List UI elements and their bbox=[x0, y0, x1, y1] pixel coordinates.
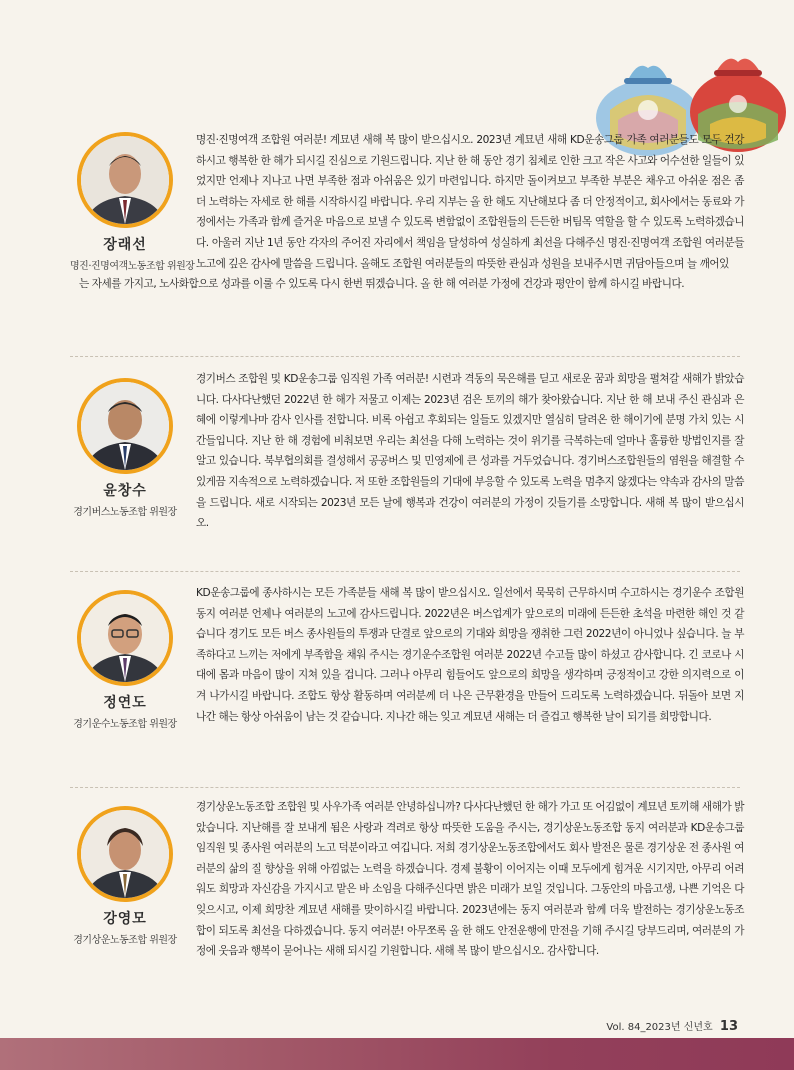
person-role: 경기운수노동조합 위원장 bbox=[73, 719, 177, 730]
message-paragraph: 명진·진명여객 조합원 여러분! 계묘년 새해 복 많이 받으십시오. 2023년 계묘년 새해 KD운송그룹 가족 여러분들도 모두 건강하시고 행복한 한 해가 되시길 진심으로 기원드립니다. 지난 한 해 동안 경기 침체로 인한 크고 작은 사고와 어수선한 일들이 있었지만 언제나 지나고 나면 부족한 점과 아쉬움은 있기 마련입니다. 하지만 돌이켜보고 부족한 부분은 채우고 아쉬운 점은 좀 더 노력하는 자세로 한 해를 시작하시길 바랍니다. 우리 지부는 올 한 해도 지난해보다 좀 더 안정적이고, 회사에서는 동료와 가정에서는 가족과 함께 즐거운 마음으로 보낼 수 있도록 변함없이 조합원들의 든든한 버팀목 역할을 할 수 있도록 노력하겠습니다. 아울러 지난 1년 동안 각자의 주어진 자리에서 책임을 달성하여 성실하게 최선을 다해주신 명진·진명여객 조합원 여러분들 노고에 깊은 감사에 말씀을 드립니다. 올해도 조합원 여러분들의 따뜻한 관심과 성원을 보내주시면 귀담아들으며 늘 깨어있 bbox=[196, 134, 744, 270]
avatar bbox=[77, 806, 173, 902]
message-body bbox=[196, 797, 744, 962]
person-name: 윤창수 bbox=[103, 483, 147, 499]
profile-card bbox=[70, 132, 195, 272]
person-name: 강영모 bbox=[103, 911, 147, 927]
avatar bbox=[77, 590, 173, 686]
section-divider bbox=[70, 787, 740, 788]
person-role: 경기상운노동조합 위원장 bbox=[73, 935, 177, 946]
page-number: 13 bbox=[719, 1019, 738, 1034]
message-paragraph: KD운송그룹에 종사하시는 모든 가족분들 새해 복 많이 받으십시오. 일선에서 묵묵히 근무하시며 수고하시는 경기운수 조합원 동지 여러분 언제나 여러분의 노고에 감사드립니다. 2022년은 버스업계가 앞으로의 미래에 든든한 초석을 마련한 해인 것 같습니다 경기도 모든 버스 종사원들의 투쟁과 단결로 앞으로의 기대와 희망을 쟁취한 그런 2022년이 아니었나 싶습니다. 늘 부족하다고 느끼는 저에게 부족함을 채워 주시는 경기운수조합원 여러분 2022년 수고들 많이 하셨고 감사합니다. 긴 코로나 시대에 몸과 마음이 많이 지쳐 있을 겁니다. 그러나 아무리 힘들어도 앞으로의 희망을 생각하며 긍정적이고 강한 의지력으로 이겨 나가시길 바랍니다. 조합도 항상 활동하며 여러분께 더 나은 근무환경을 만들어 드리도록 노력하겠습니다. 뒤돌아 보면 지나간 해는 항상 아쉬움이 남는 것 같습니다. 지나간 해는 잊고 계묘년 새해는 더 즐겁고 행복한 날이 되기를 희망합니다. bbox=[196, 587, 744, 723]
message-paragraph: 경기버스 조합원 및 KD운송그룹 임직원 가족 여러분! 시련과 격동의 묵은해를 딛고 새로운 꿈과 희망을 펼쳐갈 새해가 밝았습니다. 다사다난했던 2022년 한 해가 저물고 이제는 2023년 검은 토끼의 해가 찾아왔습니다. 지난 한 해 보내 주신 관심과 은혜에 이렇게나마 감사 인사를 전합니다. 비록 아쉽고 후회되는 일들도 있겠지만 열심히 달려온 한 해이기에 분명 가치 있는 시간들입니다. 지난 한 해 경험에 비춰보면 우리는 최선을 다해 노력하는 것이 위기를 극복하는데 얼마나 훌륭한 방법인지를 잘 알고 있습니다. 북부협의회를 결성해서 공공버스 및 민영제에 큰 성과를 거두었습니다. 경기버스조합원들의 염원을 해결할 수 있게끔 지속적으로 노력하겠습니다. 저 또한 조합원들의 기대에 부응할 수 있도록 노력을 멈추지 않겠다는 약속과 감사의 말씀을 드립니다. 새로 시작되는 2023년 모든 날에 행복과 건강이 여러분의 가정이 깃들기를 소망합니다. 새해 복 많이 받으십시오. bbox=[196, 373, 744, 530]
profile-card bbox=[70, 806, 180, 946]
message-body bbox=[196, 369, 744, 534]
profile-card bbox=[70, 378, 180, 518]
section-divider bbox=[70, 571, 740, 572]
page-footer bbox=[606, 1018, 738, 1034]
avatar bbox=[77, 378, 173, 474]
volume-label: Vol. 84_2023년 신년호 bbox=[606, 1022, 713, 1033]
message-body bbox=[196, 583, 744, 727]
person-role: 명진·진명여객노동조합 위원장 bbox=[70, 261, 195, 272]
section-divider bbox=[70, 356, 740, 357]
message-paragraph-tail: 는 자세를 가지고, 노사화합으로 성과를 이룰 수 있도록 다시 한번 뛰겠습니다. 올 한 해 여러분 가정에 건강과 평안이 함께 하시길 바랍니다. bbox=[79, 278, 685, 291]
profile-card bbox=[70, 590, 180, 730]
avatar bbox=[77, 132, 173, 228]
message-paragraph: 경기상운노동조합 조합원 및 사우가족 여러분 안녕하십니까? 다사다난했던 한 해가 가고 또 어김없이 계묘년 토끼해 새해가 밝았습니다. 지난해를 잘 보내게 됨은 사랑과 격려로 항상 따뜻한 도움을 주시는, 경기상운노동조합 동지 여러분과 KD운송그룹 임직원 및 종사원 여러분의 노고 덕분이라고 여깁니다. 저희 경기상운노동조합에서도 회사 발전은 물론 경기상운 전 종사원 여러분의 삶의 질 향상을 위해 아낌없는 노력을 하겠습니다. 경제 불황이 이어지는 이때 모두에게 힘겨운 시기지만, 아무리 어려워도 희망과 자신감을 가지시고 맡은 바 소임을 다해주신다면 밝은 미래가 보일 것입니다. 그동안의 마음고생, 나쁜 기억은 다 잊으시고, 이제 희망찬 계묘년 새해를 맞이하시길 바랍니다. 2023년에는 동지 여러분과 함께 더욱 발전하는 경기상운노동조합이 되도록 최선을 다하겠습니다. 동지 여러분! 아무쪼록 올 한 해도 안전운행에 만전을 기해 주시길 당부드리며, 여러분의 가정에 웃음과 행복이 묻어나는 새해 되시길 기원합니다. 새해 복 많이 받으십시오. 감사합니다. bbox=[196, 801, 744, 958]
person-role: 경기버스노동조합 위원장 bbox=[73, 507, 177, 518]
person-name: 정연도 bbox=[103, 695, 147, 711]
bottom-color-bar bbox=[0, 1038, 794, 1070]
person-name: 장래선 bbox=[103, 237, 147, 253]
